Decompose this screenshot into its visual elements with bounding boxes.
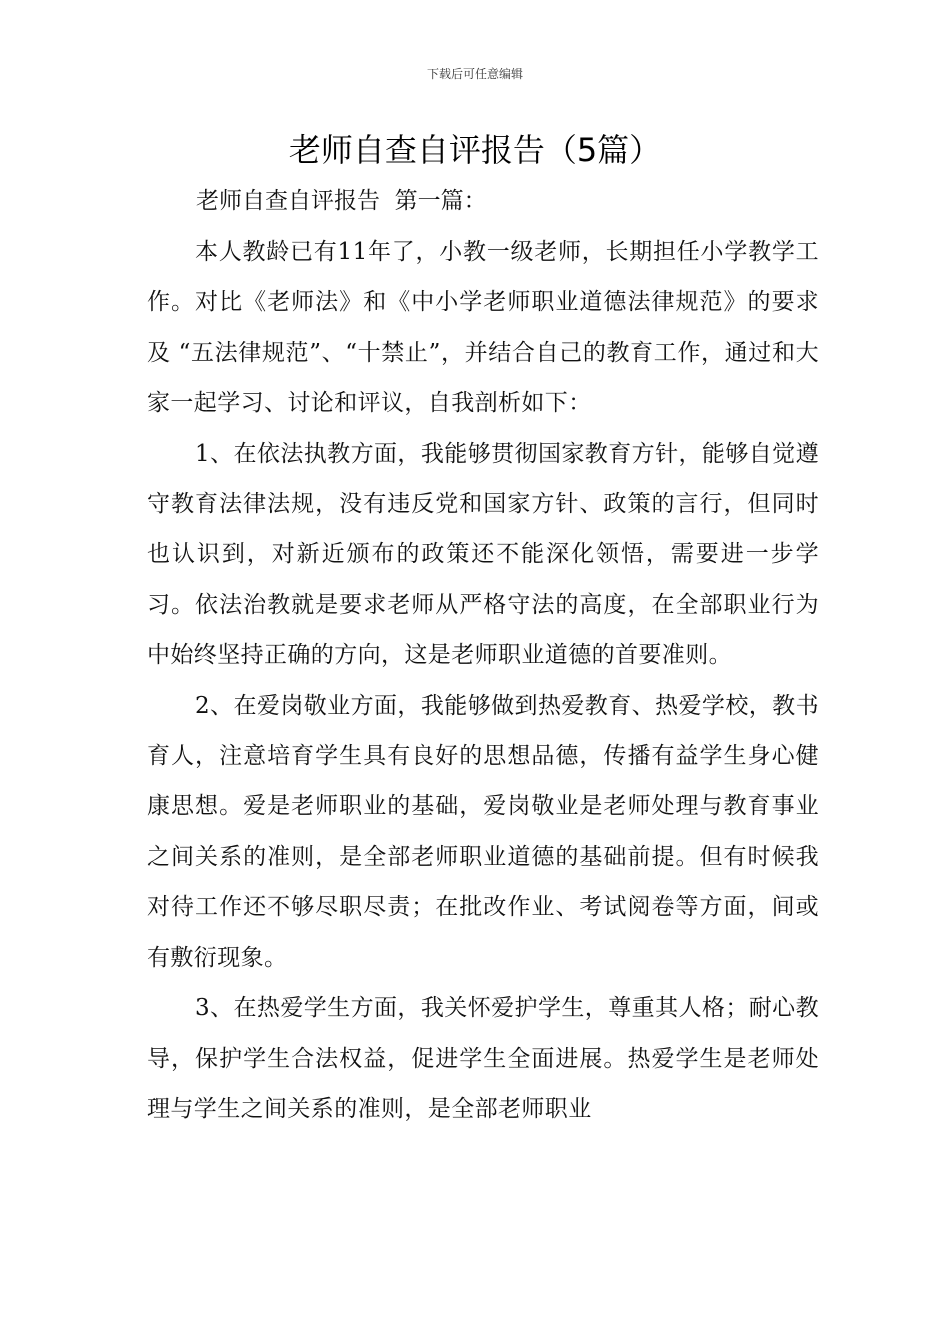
body-text xyxy=(147,227,819,1134)
section-subtitle: 老师自查自评报告 第一篇： xyxy=(196,188,487,214)
header-note: 下载后可任意编辑 xyxy=(426,67,523,81)
paragraph-point-3: 3、在热爱学生方面，我关怀爱护学生，尊重其人格；耐心教导，保护学生合法权益，促进学生全面进展。热爱学生是老师处理与学生之间关系的准则，是全部老师职业 xyxy=(147,995,819,1122)
paragraph-point-2: 2、在爱岗敬业方面，我能够做到热爱教育、热爱学校，教书育人，注意培育学生具有良好的思想品德，传播有益学生身心健康思想。爱是老师职业的基础，爱岗敬业是老师处理与教育事业之间关系的准则，是全部老师职业道德的基础前提。但有时候我对待工作还不够尽职尽责；在批改作业、考试阅卷等方面，间或有敷衍现象。 xyxy=(147,692,819,971)
paragraph-point-1: 1、在依法执教方面，我能够贯彻国家教育方针，能够自觉遵守教育法律法规，没有违反党和国家方针、政策的言行，但同时也认识到，对新近颁布的政策还不能深化领悟，需要进一步学习。依法治教就是要求老师从严格守法的高度，在全部职业行为中始终坚持正确的方向，这是老师职业道德的首要准则。 xyxy=(147,440,819,669)
document-title: 老师自查自评报告（5篇） xyxy=(288,131,662,169)
paragraph-intro: 本人教龄已有11年了，小教一级老师，长期担任小学教学工作。对比《老师法》和《中小学老师职业道德法律规范》的要求及 “五法律规范”、“十禁止”，并结合自己的教育工作，通过和大家一起学习、讨论和评议，自我剖析如下： xyxy=(147,239,819,417)
